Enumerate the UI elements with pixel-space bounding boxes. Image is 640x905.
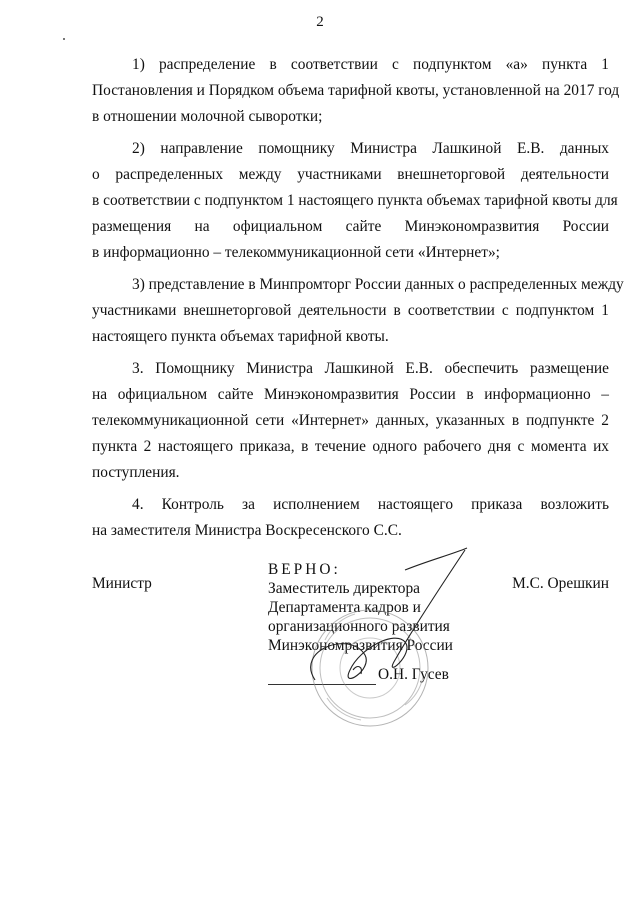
page-number: 2 (316, 14, 324, 30)
handwritten-signature (311, 550, 465, 680)
text-line: в соответствии с подпунктом 1 настоящего пункта объемах тарифной квоты для (92, 192, 618, 209)
certifier-position-line: Департамента кадров и (268, 599, 421, 616)
certification-heading: ВЕРНО: (268, 561, 341, 578)
paragraph-item-1 (92, 52, 620, 130)
document-body (92, 52, 624, 550)
minister-name: М.С. Орешкин (512, 575, 609, 592)
text-line: телекоммуникационной сети «Интернет» данных, указанных в подпункте 2 (92, 412, 609, 429)
certifier-position-line: Минэкономразвития России (268, 637, 453, 654)
paragraph-item-2 (92, 136, 618, 266)
paragraph-3 (92, 356, 609, 486)
text-line: 3. Помощнику Министра Лашкиной Е.В. обеспечить размещение (132, 360, 609, 377)
text-line: о распределенных между участниками внешнеторговой деятельности (92, 166, 609, 183)
text-line: на официальном сайте Минэкономразвития России в информационно – (92, 386, 609, 403)
text-line: пункта 2 настоящего приказа, в течение одного рабочего дня с момента их (92, 438, 609, 455)
text-line: на заместителя Министра Воскресенского С.С. (92, 522, 402, 539)
text-line: 4. Контроль за исполнением настоящего приказа возложить (132, 496, 609, 513)
official-stamp-icon (255, 530, 485, 740)
minister-title: Министр (92, 575, 152, 592)
text-line: поступления. (92, 464, 180, 481)
text-line: 2) направление помощнику Министра Лашкиной Е.В. данных (132, 140, 609, 157)
text-line: участниками внешнеторговой деятельности в соответствии с подпунктом 1 (92, 302, 609, 319)
text-line: 3) представление в Минпромторг России данных о распределенных между (132, 276, 624, 293)
text-line: настоящего пункта объемах тарифной квоты. (92, 328, 389, 345)
certifier-position-line: Заместитель директора (268, 580, 421, 597)
scan-speck (63, 38, 65, 40)
certifier-name: О.Н. Гусев (378, 666, 449, 683)
certifier-position-line: организационного развития (268, 618, 450, 635)
text-line: размещения на официальном сайте Минэкономразвития России (92, 218, 609, 235)
text-line: в информационно – телекоммуникационной сети «Интернет»; (92, 244, 500, 261)
paragraph-item-3 (92, 272, 624, 350)
text-line: 1) распределение в соответствии с подпунктом «а» пункта 1 (132, 56, 609, 73)
text-line: в отношении молочной сыворотки; (92, 108, 323, 125)
text-line: Постановления и Порядком объема тарифной квоты, установленной на 2017 год (92, 82, 620, 99)
